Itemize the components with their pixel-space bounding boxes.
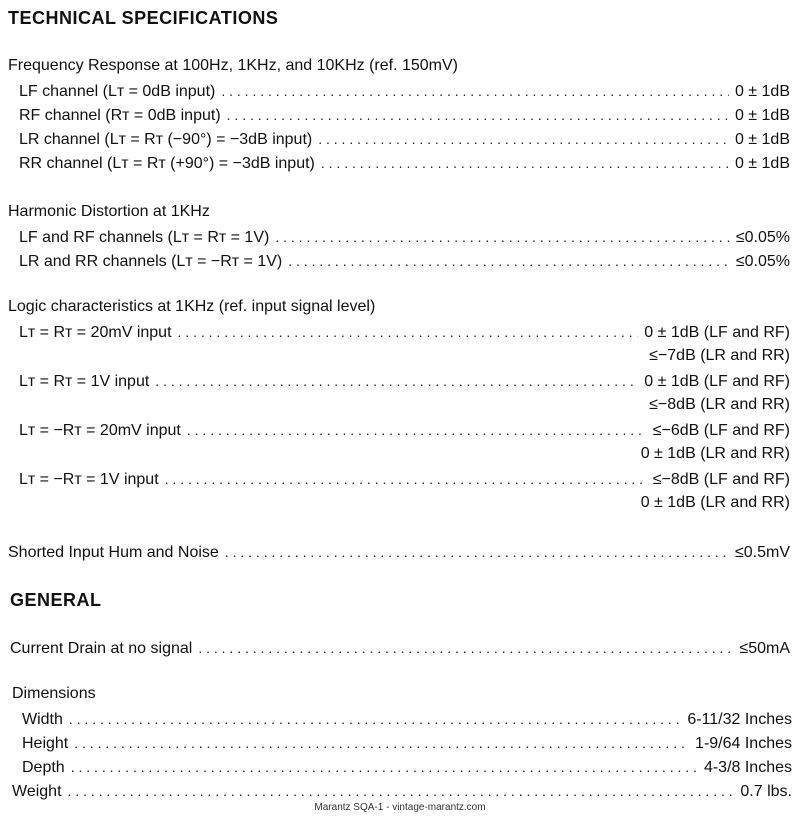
leader-dots — [68, 780, 735, 802]
spec-value: 0 ± 1dB — [734, 83, 790, 100]
spec-label: LR channel (Lᴛ = Rᴛ (−90°) = −3dB input) — [19, 131, 313, 148]
spec-label: RR channel (Lᴛ = Rᴛ (+90°) = −3dB input) — [19, 155, 315, 172]
spec-label: LF channel (Lᴛ = 0dB input) — [19, 83, 216, 100]
spec-value: 1-9/64 Inches — [695, 735, 792, 752]
spec-row — [19, 250, 790, 272]
spec-value: 4-3/8 Inches — [703, 759, 792, 776]
spec-label: LF and RF channels (Lᴛ = Rᴛ = 1V) — [19, 229, 270, 246]
leader-dots — [155, 370, 638, 392]
spec-label: Depth — [22, 759, 65, 776]
spec-value: 0 ± 1dB (LF and RF) — [644, 373, 790, 390]
hum-noise-row — [8, 541, 790, 563]
leader-dots — [71, 756, 698, 778]
harmonic-distortion-heading: Harmonic Distortion at 1KHz — [8, 203, 210, 220]
spec-label: RF channel (Rᴛ = 0dB input) — [19, 107, 221, 124]
spec-value: ≤−6dB (LF and RF) — [652, 422, 790, 439]
spec-label: Lᴛ = Rᴛ = 1V input — [19, 373, 150, 390]
spec-value-continued: 0 ± 1dB (LR and RR) — [640, 445, 790, 462]
spec-row — [22, 732, 792, 754]
page-footer: Marantz SQA-1 - vintage-marantz.com — [314, 802, 486, 813]
spec-value: ≤50mA — [739, 640, 790, 657]
spec-value: 0 ± 1dB — [734, 155, 790, 172]
spec-row — [19, 226, 790, 248]
spec-row — [22, 708, 792, 730]
leader-dots — [178, 321, 639, 343]
spec-label: Lᴛ = −Rᴛ = 1V input — [19, 471, 159, 488]
spec-value-continued: ≤−8dB (LR and RR) — [649, 396, 790, 413]
leader-dots — [198, 637, 733, 659]
spec-label: LR and RR channels (Lᴛ = −Rᴛ = 1V) — [19, 253, 283, 270]
logic-heading: Logic characteristics at 1KHz (ref. input signal level) — [8, 298, 376, 315]
spec-value: 0 ± 1dB — [734, 131, 790, 148]
weight-row — [12, 780, 792, 802]
spec-value: 0 ± 1dB — [734, 107, 790, 124]
dimensions-heading: Dimensions — [12, 685, 96, 702]
spec-value: 0 ± 1dB (LF and RF) — [644, 324, 790, 341]
spec-row — [22, 756, 792, 778]
leader-dots — [288, 250, 730, 272]
leader-dots — [318, 128, 729, 150]
spec-value: ≤−8dB (LF and RF) — [652, 471, 790, 488]
spec-label: Shorted Input Hum and Noise — [8, 544, 219, 561]
spec-label: Lᴛ = Rᴛ = 20mV input — [19, 324, 172, 341]
spec-row — [19, 104, 790, 126]
leader-dots — [227, 104, 729, 126]
spec-value: ≤0.05% — [735, 253, 790, 270]
leader-dots — [69, 708, 681, 730]
leader-dots — [165, 468, 647, 490]
spec-label: Weight — [12, 783, 62, 800]
spec-row — [19, 321, 790, 343]
leader-dots — [221, 80, 729, 102]
frequency-response-heading: Frequency Response at 100Hz, 1KHz, and 10KHz (ref. 150mV) — [8, 57, 458, 74]
leader-dots — [187, 419, 647, 441]
leader-dots — [275, 226, 730, 248]
spec-row — [19, 152, 790, 174]
spec-row — [19, 370, 790, 392]
spec-label: Width — [22, 711, 63, 728]
leader-dots — [321, 152, 729, 174]
spec-value-continued: ≤−7dB (LR and RR) — [649, 347, 790, 364]
page-title: TECHNICAL SPECIFICATIONS — [8, 8, 279, 28]
spec-label: Current Drain at no signal — [10, 640, 193, 657]
spec-row — [19, 468, 790, 490]
spec-value: ≤0.05% — [735, 229, 790, 246]
spec-row — [19, 128, 790, 150]
spec-value-continued: 0 ± 1dB (LR and RR) — [640, 494, 790, 511]
spec-label: Lᴛ = −Rᴛ = 20mV input — [19, 422, 181, 439]
general-title: GENERAL — [10, 590, 102, 610]
spec-value: 0.7 lbs. — [740, 783, 792, 800]
leader-dots — [225, 541, 729, 563]
spec-value: 6-11/32 Inches — [687, 711, 792, 728]
spec-row — [19, 80, 790, 102]
spec-label: Height — [22, 735, 69, 752]
spec-row — [19, 419, 790, 441]
current-drain-row — [10, 637, 790, 659]
spec-value: ≤0.5mV — [734, 544, 790, 561]
leader-dots — [74, 732, 689, 754]
